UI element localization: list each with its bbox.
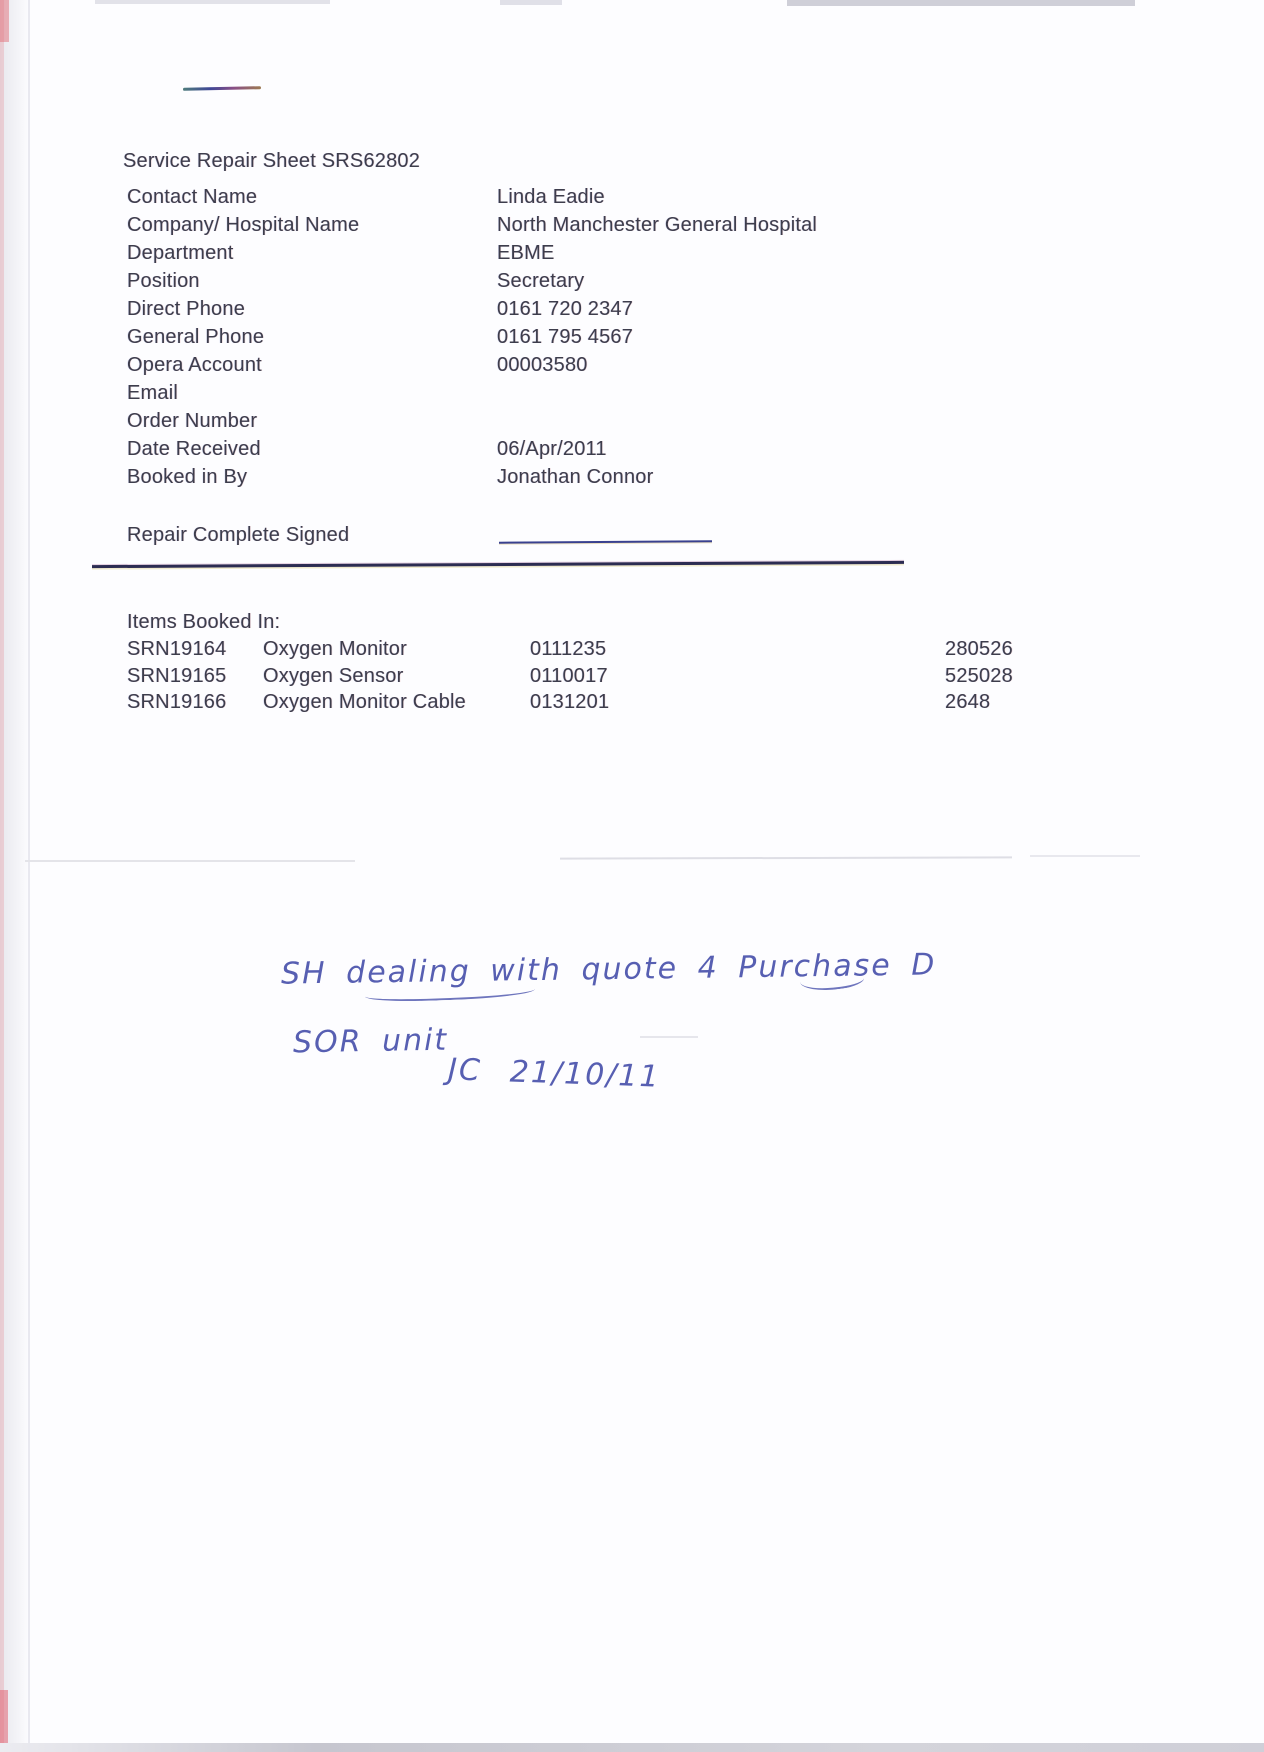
item-srn: SRN19164 [127, 638, 227, 660]
field-value-date-received: 06/Apr/2011 [497, 438, 607, 460]
field-label-general-phone: General Phone [127, 326, 265, 348]
field-label-company: Company/ Hospital Name [127, 214, 360, 236]
scan-edge-pink-top [0, 0, 9, 42]
signature-line [499, 540, 712, 543]
scan-edge-top-mark [500, 0, 562, 5]
scan-edge-bottom [0, 1743, 1264, 1752]
field-value-department: EBME [497, 242, 555, 264]
fold-crease-line [25, 860, 355, 862]
field-label-direct-phone: Direct Phone [127, 298, 246, 320]
item-srn: SRN19166 [127, 691, 227, 713]
item-description: Oxygen Monitor Cable [263, 691, 466, 713]
field-label-position: Position [127, 270, 200, 292]
field-label-opera-account: Opera Account [127, 354, 262, 376]
section-divider-rule [92, 561, 904, 568]
field-label-date-received: Date Received [127, 438, 261, 460]
item-part-number: 0111235 [530, 638, 607, 660]
item-ref-number: 280526 [945, 638, 1013, 660]
field-value-position: Secretary [497, 270, 585, 292]
item-ref-number: 525028 [945, 665, 1013, 687]
field-label-order-number: Order Number [127, 410, 258, 432]
item-description: Oxygen Sensor [263, 665, 404, 687]
field-label-department: Department [127, 242, 234, 264]
item-ref-number: 2648 [945, 691, 991, 713]
scan-edge-pink-strip [0, 0, 4, 1752]
scan-edge-top-mark [787, 0, 1135, 6]
field-value-direct-phone: 0161 720 2347 [497, 298, 634, 320]
fold-crease-line [1030, 855, 1140, 857]
field-label-contact-name: Contact Name [127, 186, 258, 208]
item-part-number: 0110017 [530, 665, 608, 687]
document-title: Service Repair Sheet SRS62802 [123, 150, 421, 172]
item-description: Oxygen Monitor [263, 638, 407, 660]
header-ink-mark [183, 86, 261, 91]
field-value-general-phone: 0161 795 4567 [497, 326, 634, 348]
scan-edge-left [0, 0, 30, 1752]
scan-edge-top-mark [95, 0, 330, 4]
field-label-email: Email [127, 382, 179, 404]
handwritten-initials: JC [447, 1052, 483, 1089]
field-value-company: North Manchester General Hospital [497, 214, 818, 236]
field-label-booked-in-by: Booked in By [127, 466, 248, 488]
item-part-number: 0131201 [530, 691, 610, 713]
repair-complete-signed-label: Repair Complete Signed [127, 524, 350, 546]
item-srn: SRN19165 [127, 665, 227, 687]
scan-edge-left-line [28, 0, 30, 1752]
handwritten-note-line2: SOR unit [292, 1022, 449, 1061]
handwritten-note-line3 [447, 1052, 661, 1094]
field-value-contact-name: Linda Eadie [497, 186, 605, 208]
field-value-opera-account: 00003580 [497, 354, 588, 376]
handwritten-date: 21/10/11 [509, 1054, 662, 1095]
items-booked-in-heading: Items Booked In: [127, 611, 281, 633]
field-value-booked-in-by: Jonathan Connor [497, 466, 654, 488]
handwritten-note-line1: SH dealing with quote 4 Purchase D [280, 947, 937, 992]
fold-crease-line [560, 856, 1012, 859]
fold-crease-dash [640, 1036, 698, 1038]
